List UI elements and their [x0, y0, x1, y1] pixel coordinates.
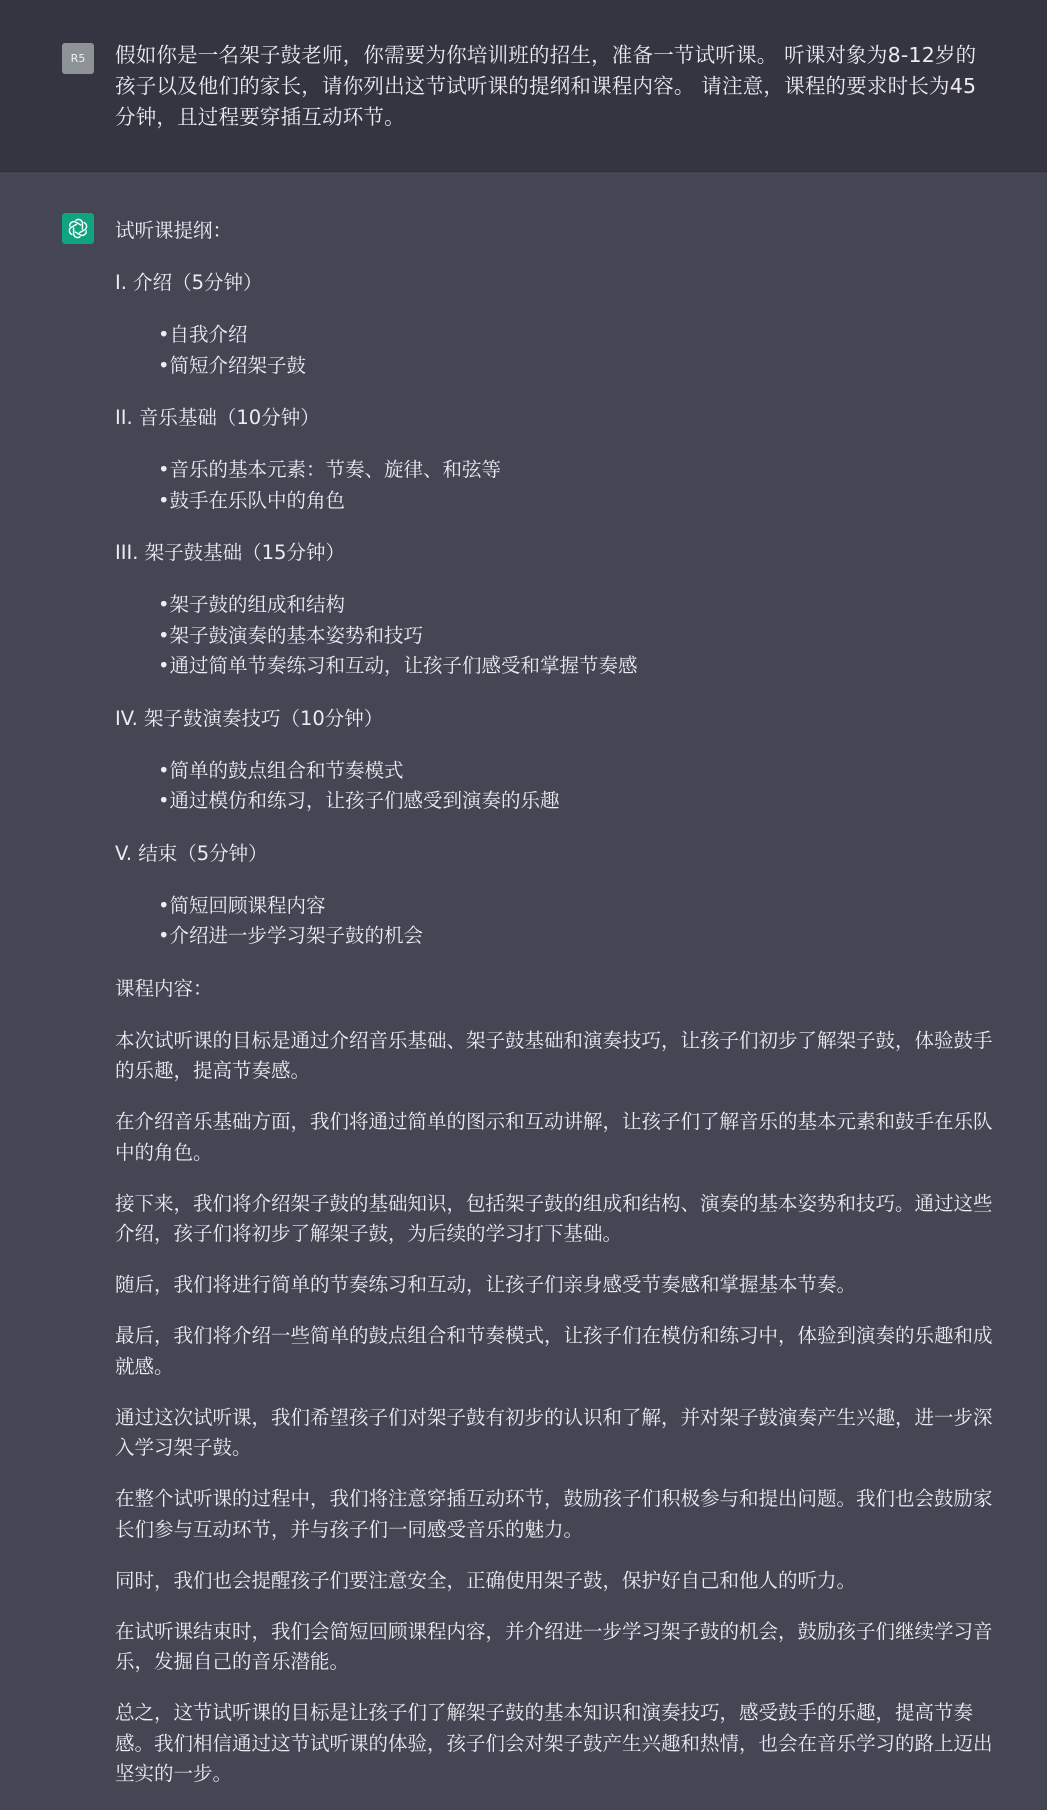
- assistant-message-content: [115, 216, 995, 1810]
- section-heading: V. 结束（5分钟）: [115, 841, 268, 865]
- user-message-text: 假如你是一名架子鼓老师，你需要为你培训班的招生，准备一节试听课。 听课对象为8-12岁的孩子以及他们的家长，请你列出这节试听课的提纲和课程内容。 请注意，课程的要求时长为45分钟，且过程要穿插互动环节。: [115, 43, 977, 129]
- section-heading: I. 介绍（5分钟）: [115, 271, 263, 294]
- outline-title: 试听课提纲：: [115, 219, 233, 242]
- bullet-item: •简单的鼓点组合和节奏模式: [158, 758, 404, 782]
- content-paragraph: 随后，我们将进行简单的节奏练习和互动，让孩子们亲身感受节奏感和掌握基本节奏。: [115, 1273, 857, 1296]
- content-paragraph: 同时，我们也会提醒孩子们要注意安全，正确使用架子鼓，保护好自己和他人的听力。: [115, 1568, 857, 1592]
- user-avatar: R5: [62, 43, 94, 74]
- content-paragraph: 本次试听课的目标是通过介绍音乐基础、架子鼓基础和演奏技巧，让孩子们初步了解架子鼓，体验鼓手的乐趣，提高节奏感。: [115, 1028, 993, 1082]
- section-heading: II. 音乐基础（10分钟）: [115, 406, 320, 429]
- content-paragraph: 最后，我们将介绍一些简单的鼓点组合和节奏模式，让孩子们在模仿和练习中，体验到演奏的乐趣和成就感。: [115, 1324, 993, 1378]
- bullet-item: •自我介绍: [158, 323, 248, 346]
- section-bullet-list: [115, 590, 995, 682]
- section-heading: IV. 架子鼓演奏技巧（10分钟）: [115, 706, 384, 730]
- section-bullet-list: [115, 455, 995, 516]
- bullet-item: •鼓手在乐队中的角色: [158, 488, 346, 512]
- content-paragraph: 接下来，我们将介绍架子鼓的基础知识，包括架子鼓的组成和结构、演奏的基本姿势和技巧。通过这些介绍，孩子们将初步了解架子鼓，为后续的学习打下基础。: [115, 1191, 993, 1245]
- section-bullet-list: [115, 891, 995, 952]
- section-bullet-list: [115, 320, 995, 381]
- content-paragraph: 在整个试听课的过程中，我们将注意穿插互动环节，鼓励孩子们积极参与和提出问题。我们也会鼓励家长们参与互动环节，并与孩子们一同感受音乐的魅力。: [115, 1487, 993, 1541]
- assistant-message-row: [0, 172, 1047, 1802]
- bullet-item: •通过简单节奏练习和互动，让孩子们感受和掌握节奏感: [158, 654, 638, 677]
- bullet-item: •介绍进一步学习架子鼓的机会: [158, 924, 424, 947]
- bullet-item: •简短回顾课程内容: [158, 893, 326, 917]
- content-paragraph: 在试听课结束时，我们会简短回顾课程内容，并介绍进一步学习架子鼓的机会，鼓励孩子们继续学习音乐，发掘自己的音乐潜能。: [115, 1619, 993, 1673]
- user-message-row: [0, 0, 1047, 172]
- assistant-avatar: [62, 213, 94, 244]
- bullet-item: •音乐的基本元素：节奏、旋律、和弦等: [158, 458, 502, 481]
- content-paragraph: 通过这次试听课，我们希望孩子们对架子鼓有初步的认识和了解，并对架子鼓演奏产生兴趣，进一步深入学习架子鼓。: [115, 1405, 993, 1459]
- content-paragraph: 在介绍音乐基础方面，我们将通过简单的图示和互动讲解，让孩子们了解音乐的基本元素和鼓手在乐队中的角色。: [115, 1110, 993, 1164]
- section-bullet-list: [115, 756, 995, 817]
- bullet-item: •通过模仿和练习，让孩子们感受到演奏的乐趣: [158, 789, 560, 812]
- content-title: 课程内容：: [115, 976, 213, 1000]
- bullet-item: •架子鼓的组成和结构: [158, 593, 346, 616]
- bullet-item: •简短介绍架子鼓: [158, 353, 307, 377]
- content-paragraph: 总之，这节试听课的目标是让孩子们了解架子鼓的基本知识和演奏技巧，感受鼓手的乐趣，提高节奏感。我们相信通过这节试听课的体验，孩子们会对架子鼓产生兴趣和热情，也会在音乐学习的路上迈出坚实的一步。: [115, 1701, 993, 1785]
- section-heading: III. 架子鼓基础（15分钟）: [115, 541, 345, 564]
- bullet-item: •架子鼓演奏的基本姿势和技巧: [158, 623, 424, 647]
- openai-logo-icon: [66, 217, 90, 240]
